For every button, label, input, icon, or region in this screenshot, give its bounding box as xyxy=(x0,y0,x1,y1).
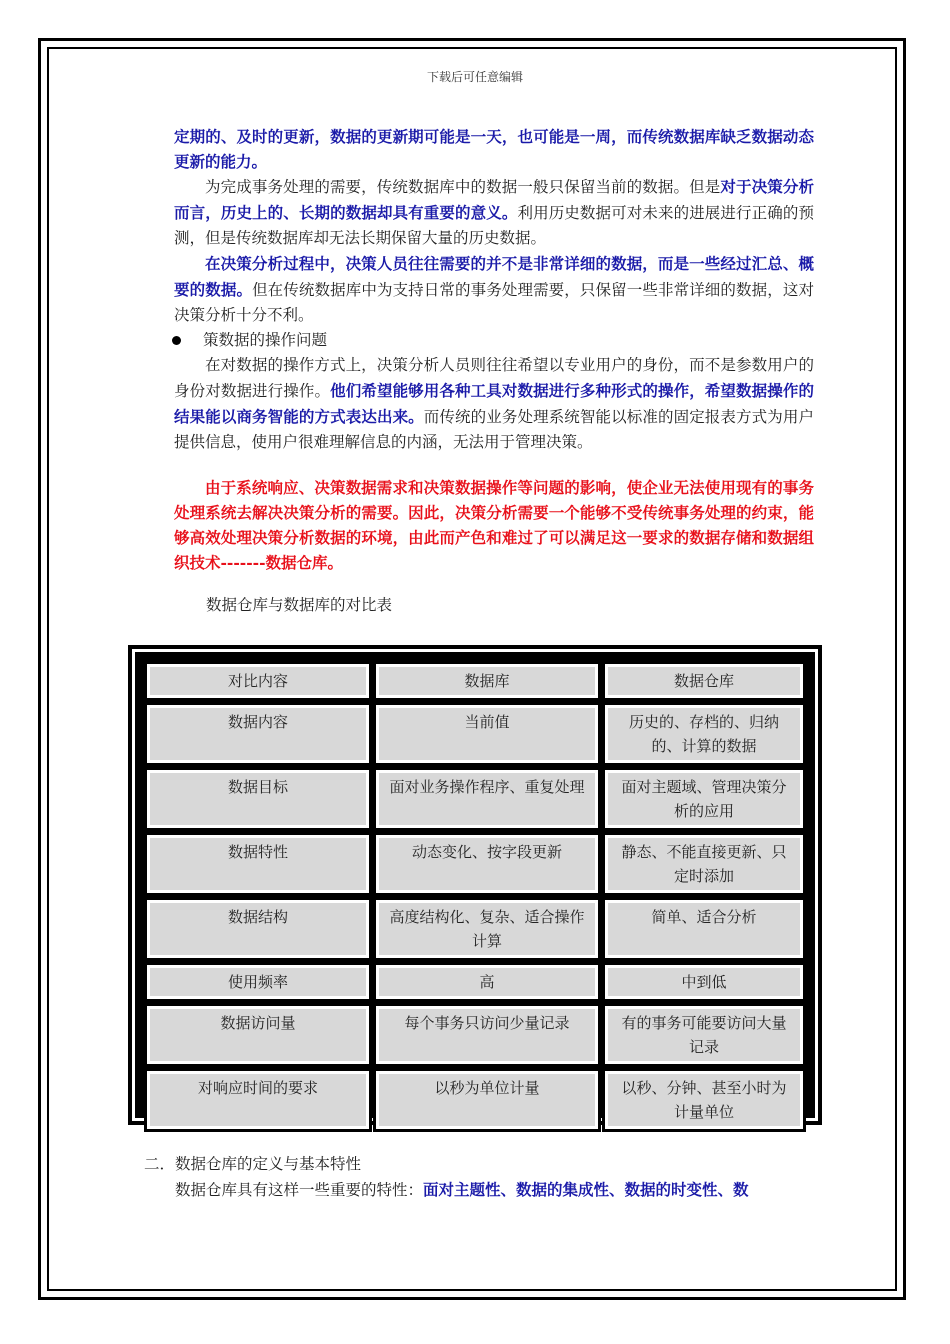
table-cell: 数据内容 xyxy=(147,705,369,763)
table-cell: 数据特性 xyxy=(147,835,369,893)
table-cell: 高 xyxy=(376,965,598,999)
bullet-icon xyxy=(172,336,181,345)
table-row xyxy=(147,965,803,999)
comparison-table xyxy=(140,657,810,1136)
section-paragraph xyxy=(144,1177,814,1203)
table-header-cell: 数据仓库 xyxy=(605,664,803,698)
table-header-cell: 对比内容 xyxy=(147,664,369,698)
table-row xyxy=(147,705,803,763)
table-row xyxy=(147,1006,803,1064)
table-cell: 历史的、存档的、归纳的、计算的数据 xyxy=(605,705,803,763)
section-block xyxy=(144,1152,814,1203)
text-normal: 为完成事务处理的需要，传统数据库中的数据一般只保留当前的数据。但是 xyxy=(205,178,721,196)
paragraph-conclusion: 由于系统响应、决策数据需求和决策数据操作等问题的影响，使企业无法使用现有的事务处理系统去解决决策分析的需要。因此，决策分析需要一个能够不受传统事务处理的约束，能够高效处理决策分析数据的环境，由此而产色和难过了可以满足这一要求的数据存储和数据组织技术-------数据仓库。 xyxy=(174,478,814,572)
table-caption: 数据仓库与数据库的对比表 xyxy=(206,596,393,614)
table-row xyxy=(147,900,803,958)
page-header: 下载后可任意编辑 xyxy=(426,70,523,84)
table-cell: 面对主题域、管理决策分析的应用 xyxy=(605,770,803,828)
text-normal: 而传统的业务处理系统智能以标准的固定报表方式为用户提供信息，使用户很难理解信息的内涵，无法用于管理决策。 xyxy=(174,408,814,451)
table-row xyxy=(147,770,803,828)
text-normal: 但在传统数据库中为支持日常的事务处理需要，只保留一些非常详细的数据，这对决策分析十分不利。 xyxy=(174,281,814,324)
paragraph-summary xyxy=(174,251,814,328)
table-header-row xyxy=(147,664,803,698)
text-emphasis: 对于决策分析而言，历史上的、长期的数据却具有重要的意义。 xyxy=(174,177,814,222)
text-normal: 利用历史数据可对未来的进展进行正确的预测，但是传统数据库却无法长期保留大量的历史数据。 xyxy=(174,204,814,247)
table-cell: 当前值 xyxy=(376,705,598,763)
table-cell: 以秒为单位计量 xyxy=(376,1071,598,1129)
text-emphasis: 他们希望能够用各种工具对数据进行多种形式的操作，希望数据操作的结果能以商务智能的方式表达出来。 xyxy=(174,381,814,426)
table-cell: 每个事务只访问少量记录 xyxy=(376,1006,598,1064)
table-cell: 有的事务可能要访问大量记录 xyxy=(605,1006,803,1064)
paragraph-operation xyxy=(174,353,814,455)
table-cell: 高度结构化、复杂、适合操作计算 xyxy=(376,900,598,958)
section-title: 二．数据仓库的定义与基本特性 xyxy=(144,1155,362,1173)
text-emphasis: 面对主题性、数据的集成性、数据的时变性、数 xyxy=(423,1180,749,1199)
table-cell: 以秒、分钟、甚至小时为计量单位 xyxy=(605,1071,803,1129)
table-cell: 静态、不能直接更新、只定时添加 xyxy=(605,835,803,893)
table-cell: 面对业务操作程序、重复处理 xyxy=(376,770,598,828)
paragraph-update: 定期的、及时的更新，数据的更新期可能是一天，也可能是一周，而传统数据库缺乏数据动态更新的能力。 xyxy=(174,127,814,171)
table-cell: 数据访问量 xyxy=(147,1006,369,1064)
text-emphasis: 在决策分析过程中，决策人员往往需要的并不是非常详细的数据，而是一些经过汇总、概要的数据。 xyxy=(174,254,814,299)
paragraph-history xyxy=(174,174,814,251)
document-body xyxy=(174,124,814,618)
table-header-cell: 数据库 xyxy=(376,664,598,698)
table-row xyxy=(147,1071,803,1129)
comparison-table-frame xyxy=(128,645,822,1125)
table-cell: 数据目标 xyxy=(147,770,369,828)
table-cell: 使用频率 xyxy=(147,965,369,999)
text-normal: 数据仓库具有这样一些重要的特性： xyxy=(175,1181,424,1199)
table-cell: 数据结构 xyxy=(147,900,369,958)
table-row xyxy=(147,835,803,893)
table-cell: 动态变化、按字段更新 xyxy=(376,835,598,893)
text-normal: 在对数据的操作方式上，决策分析人员则往往希望以专业用户的身份，而不是参数用户的身份对数据进行操作。 xyxy=(174,356,814,400)
bullet-item xyxy=(172,328,814,353)
table-cell: 对响应时间的要求 xyxy=(147,1071,369,1129)
table-cell: 中到低 xyxy=(605,965,803,999)
bullet-label: 策数据的操作问题 xyxy=(203,331,328,349)
table-cell: 简单、适合分析 xyxy=(605,900,803,958)
